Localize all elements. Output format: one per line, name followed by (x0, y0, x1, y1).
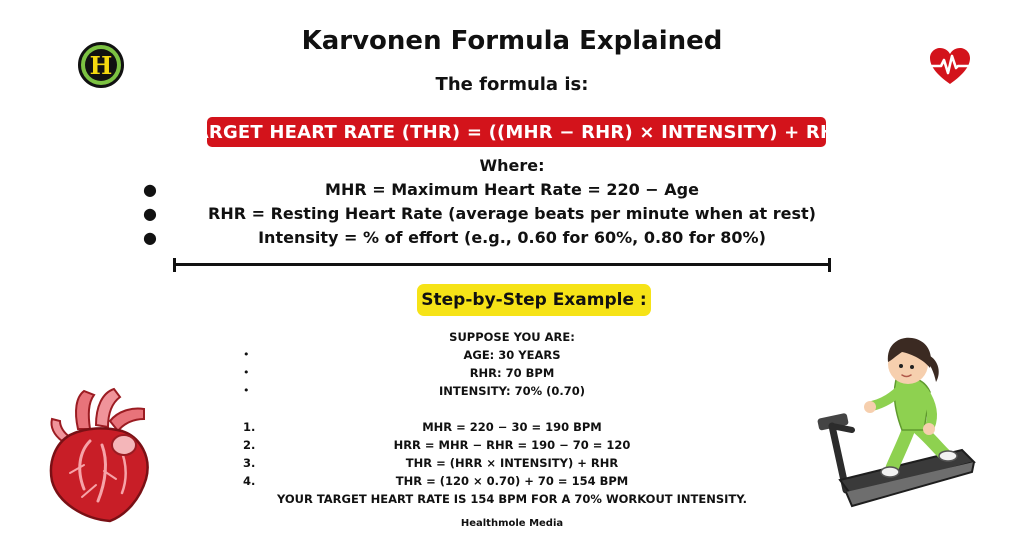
step-text: HRR = MHR − RHR = 190 − 70 = 120 (393, 438, 631, 452)
suppose-age: AGE: 30 YEARS (463, 348, 561, 362)
definition-mhr: MHR = Maximum Heart Rate = 220 − Age (325, 180, 699, 199)
suppose-rhr: RHR: 70 BPM (469, 366, 555, 380)
step-text: THR = (HRR × INTENSITY) + RHR (405, 456, 619, 470)
logo-letter: H (85, 49, 117, 81)
conclusion: YOUR TARGET HEART RATE IS 154 BPM FOR A 70% WORKOUT INTENSITY. (276, 492, 748, 506)
step-number: 1. (243, 420, 256, 434)
bullet-dot: • (243, 384, 250, 397)
bullet-dot: ● (143, 204, 157, 223)
footer-credit: Healthmole Media (460, 518, 564, 529)
suppose-intensity: INTENSITY: 70% (0.70) (439, 384, 585, 398)
treadmill-runner-illustration (812, 330, 982, 520)
formula-intro: The formula is: (435, 74, 589, 95)
step-text: MHR = 220 − 30 = 190 BPM (422, 420, 602, 434)
definition-intensity: Intensity = % of effort (e.g., 0.60 for 60%, 0.80 for 80%) (258, 228, 766, 247)
step-number: 4. (243, 474, 256, 488)
formula-banner: TARGET HEART RATE (THR) = ((MHR − RHR) × INTENSITY) + RHR (207, 117, 826, 147)
bullet-dot: • (243, 348, 250, 361)
anatomical-heart-illustration (40, 385, 160, 525)
divider-cap-left (173, 258, 176, 272)
where-label: Where: (479, 156, 545, 175)
bullet-dot: • (243, 366, 250, 379)
step-number: 3. (243, 456, 256, 470)
example-title: Step-by-Step Example : (417, 284, 651, 316)
divider (176, 263, 830, 266)
divider-cap-right (828, 258, 831, 272)
step-text: THR = (120 × 0.70) + 70 = 154 BPM (395, 474, 629, 488)
definition-rhr: RHR = Resting Heart Rate (average beats per minute when at rest) (208, 204, 816, 223)
bullet-dot: ● (143, 228, 157, 247)
page-title: Karvonen Formula Explained (301, 26, 723, 56)
step-number: 2. (243, 438, 256, 452)
bullet-dot: ● (143, 180, 157, 199)
suppose-label: SUPPOSE YOU ARE: (449, 330, 575, 344)
